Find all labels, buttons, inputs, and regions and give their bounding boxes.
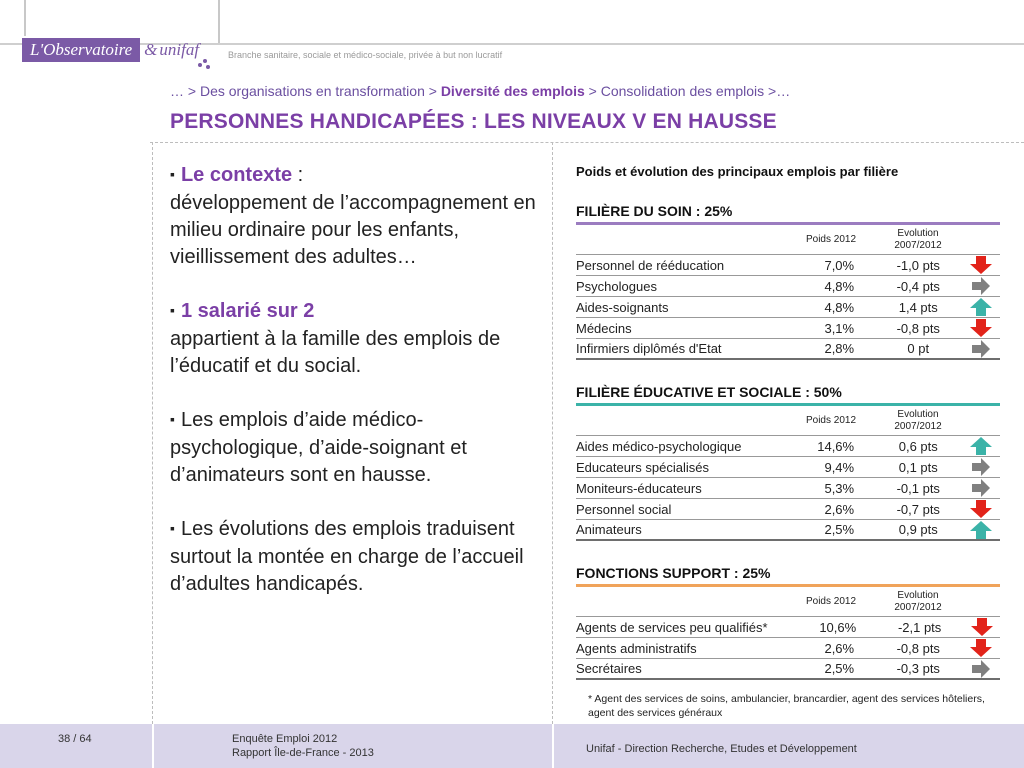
footer-separator (152, 724, 154, 768)
header-divider-vertical (218, 0, 220, 44)
emploi-name: Animateurs (576, 522, 642, 537)
trend-down-arrow-icon (962, 256, 1000, 274)
footer-organisation: Unifaf - Direction Recherche, Etudes et Développement (586, 743, 857, 755)
emploi-poids: 2,5% (824, 522, 855, 537)
bullet-context-separator: : (292, 164, 304, 186)
table-row (576, 659, 1000, 680)
filiere-sections (576, 203, 1000, 680)
header-evolution (886, 590, 950, 614)
table-row (576, 499, 1000, 520)
emploi-poids: 7,0% (824, 257, 855, 273)
header-evolution-line2: 2007/2012 (894, 420, 942, 432)
header-poids: Poids 2012 (805, 596, 857, 607)
filiere-title: FONCTIONS SUPPORT : 25% (576, 565, 771, 581)
breadcrumb (170, 83, 790, 99)
emploi-poids: 2,8% (824, 341, 855, 356)
logo-observatoire-text: L'Observatoire (22, 38, 140, 62)
header-evolution-line2: 2007/2012 (894, 239, 942, 251)
footer (0, 724, 1024, 768)
table-row (576, 297, 1000, 318)
page-number: 38 / 64 (58, 733, 92, 745)
breadcrumb-suffix: > Consolidation des emplois >… (584, 83, 791, 99)
emploi-evolution: -0,4 pts (896, 278, 940, 294)
emploi-evolution: -1,0 pts (896, 257, 940, 273)
emploi-evolution: -2,1 pts (897, 619, 942, 635)
trend-flat-arrow-icon (962, 660, 1000, 678)
bullet-evolutions (170, 516, 540, 598)
logo-unifaf-text: unifaf (159, 40, 200, 59)
table-header (576, 225, 1000, 255)
header-poids: Poids 2012 (805, 415, 857, 426)
bullet-context (170, 162, 540, 271)
header-tagline: Branche sanitaire, sociale et médico-sociale, privée à but non lucratif (228, 50, 503, 60)
bullet-salarie-text: appartient à la famille des emplois de l’éducatif et du social. (170, 328, 501, 377)
content-divider-top (150, 142, 1024, 143)
header-evolution (886, 228, 950, 252)
footer-report-title: Rapport Île-de-France - 2013 (232, 747, 374, 759)
bullet-context-label: Le contexte (180, 164, 293, 186)
emploi-poids: 2,6% (824, 640, 855, 656)
emploi-evolution: -0,7 pts (896, 501, 940, 517)
table-row (576, 255, 1000, 276)
emploi-evolution: 0 pt (907, 341, 930, 356)
header-evolution (886, 409, 950, 433)
emploi-name: Aides médico-psychologique (576, 438, 742, 454)
emploi-name: Infirmiers diplômés d'Etat (576, 341, 722, 356)
bullet-square-icon: ▪ (170, 520, 175, 536)
header-evolution-line1: Evolution (897, 408, 939, 420)
table-row (576, 339, 1000, 360)
emploi-poids: 4,8% (824, 299, 855, 315)
page-title: PERSONNES HANDICAPÉES : LES NIVEAUX V EN HAUSSE (170, 110, 777, 133)
logo-ampersand: & (144, 40, 158, 59)
emploi-name: Educateurs spécialisés (576, 459, 709, 475)
bullet-context-text: développement de l’accompagnement en milieu ordinaire pour les enfants, vieillissement des adultes… (170, 192, 536, 268)
trend-flat-arrow-icon (962, 277, 1000, 295)
trend-down-arrow-icon (962, 639, 1000, 657)
content-divider-middle (552, 142, 553, 724)
footer-report (232, 732, 374, 760)
emploi-name: Agents administratifs (576, 640, 697, 656)
table-row (576, 436, 1000, 457)
emploi-poids: 9,4% (824, 459, 855, 475)
bullet-hausse (170, 407, 540, 489)
table-row (576, 478, 1000, 499)
emploi-poids: 14,6% (817, 438, 855, 454)
table-header (576, 406, 1000, 436)
emploi-evolution: 0,1 pts (898, 459, 938, 475)
emploi-poids: 3,1% (824, 320, 855, 336)
emploi-poids: 4,8% (824, 278, 855, 294)
trend-flat-arrow-icon (962, 479, 1000, 497)
emploi-evolution: 1,4 pts (898, 299, 938, 315)
context-bullets (170, 162, 540, 625)
table-header (576, 587, 1000, 617)
table-row (576, 276, 1000, 297)
bullet-salarie-label: 1 salarié sur 2 (180, 300, 315, 322)
content-divider-left (152, 142, 153, 724)
emploi-poids: 5,3% (824, 480, 855, 496)
table-row (576, 318, 1000, 339)
trend-up-arrow-icon (962, 298, 1000, 316)
trend-down-arrow-icon (963, 618, 1000, 636)
emploi-poids: 2,5% (824, 661, 855, 676)
emploi-name: Agents de services peu qualifiés* (576, 619, 768, 635)
emploi-evolution: -0,3 pts (896, 661, 940, 676)
emploi-name: Psychologues (576, 278, 657, 294)
header-poids: Poids 2012 (805, 234, 857, 245)
bullet-evolutions-text: Les évolutions des emplois traduisent surtout la montée en charge de l’accueil d’adultes handicapés. (170, 518, 524, 595)
observatoire-logo (22, 37, 199, 63)
bullet-square-icon: ▪ (170, 166, 175, 182)
trend-up-arrow-icon (962, 437, 1000, 455)
emploi-name: Moniteurs-éducateurs (576, 480, 702, 496)
footer-separator (552, 724, 554, 768)
table-row (576, 638, 1000, 659)
trend-flat-arrow-icon (962, 340, 1000, 358)
emploi-name: Secrétaires (576, 661, 642, 676)
footnote: * Agent des services de soins, ambulancier, brancardier, agent des services hôteliers, agent des services généraux (588, 693, 985, 719)
emploi-poids: 2,6% (824, 501, 855, 517)
filiere-title: FILIÈRE DU SOIN : 25% (576, 203, 733, 219)
emploi-evolution: 0,9 pts (898, 522, 938, 537)
emploi-poids: 10,6% (819, 619, 857, 635)
trend-up-arrow-icon (962, 521, 1000, 539)
emploi-evolution: -0,1 pts (896, 480, 940, 496)
header-evolution-line2: 2007/2012 (894, 601, 942, 613)
emploi-name: Personnel social (576, 501, 672, 517)
header-evolution-line1: Evolution (897, 589, 939, 601)
breadcrumb-prefix: … > Des organisations en transformation > (170, 83, 441, 99)
header-decor-line (24, 0, 26, 36)
footer-survey: Enquête Emploi 2012 (232, 733, 338, 745)
emploi-evolution: -0,8 pts (896, 320, 940, 336)
filiere-tables (576, 164, 1000, 680)
trend-flat-arrow-icon (962, 458, 1000, 476)
emploi-evolution: -0,8 pts (896, 640, 940, 656)
filiere-title: FILIÈRE ÉDUCATIVE ET SOCIALE : 50% (576, 384, 842, 400)
emploi-evolution: 0,6 pts (898, 438, 938, 454)
table-row (576, 520, 1000, 541)
emploi-name: Médecins (576, 320, 632, 336)
header-evolution-line1: Evolution (897, 227, 939, 239)
emploi-name: Personnel de rééducation (576, 257, 725, 273)
trend-down-arrow-icon (962, 500, 1000, 518)
table-row (576, 457, 1000, 478)
bullet-square-icon: ▪ (170, 302, 175, 318)
trend-down-arrow-icon (962, 319, 1000, 337)
tables-heading: Poids et évolution des principaux emplois par filière (576, 164, 899, 179)
breadcrumb-current: Diversité des emplois (440, 83, 585, 99)
bullet-hausse-text: Les emplois d’aide médico-psychologique, d’aide-soignant et d’animateurs sont en hausse. (170, 409, 467, 486)
table-row (576, 617, 1000, 638)
bullet-salarie (170, 298, 540, 380)
logo-dots-icon (198, 59, 210, 69)
emploi-name: Aides-soignants (576, 299, 669, 315)
bullet-square-icon: ▪ (170, 411, 175, 427)
